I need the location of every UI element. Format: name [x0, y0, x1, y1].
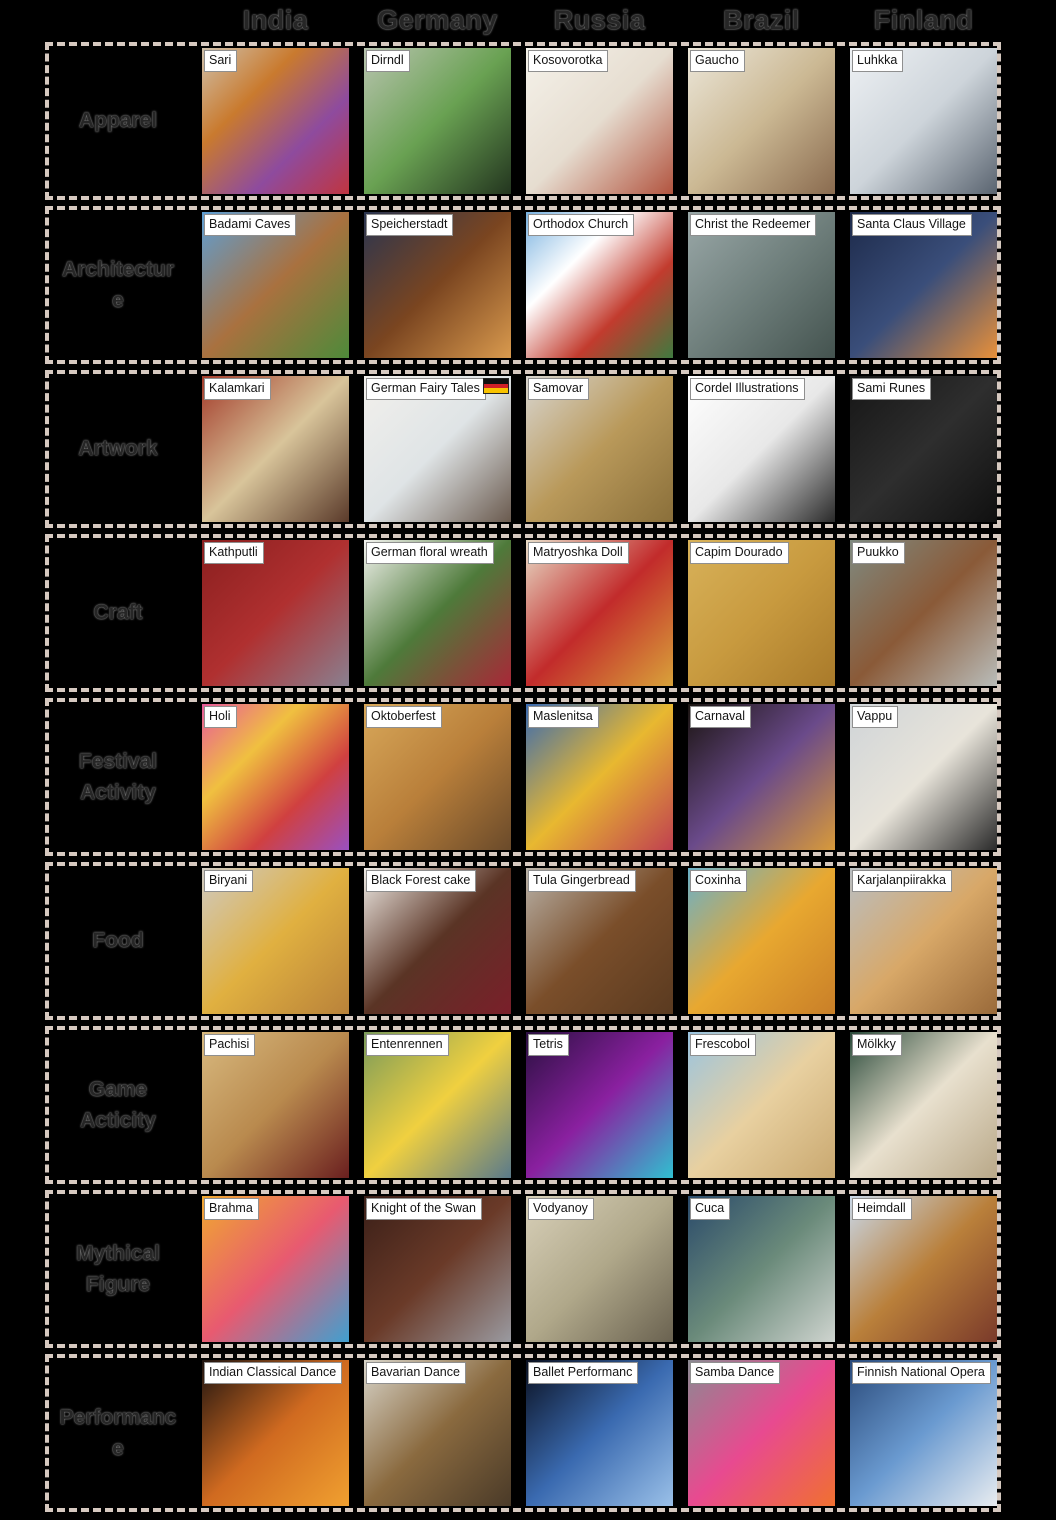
column-header-finland: Finland [873, 5, 974, 35]
category-row-game-acticity [45, 1026, 1001, 1184]
image-pachisi [202, 1032, 349, 1178]
image-speicherstadt [364, 212, 511, 358]
image-sami-runes [850, 376, 997, 522]
category-row-artwork [45, 370, 1001, 528]
image-vodyanoy [526, 1196, 673, 1342]
image-bavarian-dance [364, 1360, 511, 1506]
image-label: Entenrennen [366, 1034, 449, 1056]
category-label-line: e [112, 1437, 124, 1460]
image-samba-dance [688, 1360, 835, 1506]
image-cuca [688, 1196, 835, 1342]
image-label: Holi [204, 706, 237, 728]
image-m-lkky [850, 1032, 997, 1178]
image-samovar [526, 376, 673, 522]
image-sari [202, 48, 349, 194]
image-holi [202, 704, 349, 850]
image-label: Tetris [528, 1034, 569, 1056]
image-label: Sari [204, 50, 237, 72]
category-label-line: Food [92, 929, 144, 953]
category-row-food [45, 862, 1001, 1020]
image-label: Karjalanpiirakka [852, 870, 952, 892]
image-luhkka [850, 48, 997, 194]
image-heimdall [850, 1196, 997, 1342]
image-label: Kathputli [204, 542, 264, 564]
image-oktoberfest [364, 704, 511, 850]
image-indian-classical-dance [202, 1360, 349, 1506]
category-label-line: e [112, 289, 124, 312]
image-vappu [850, 704, 997, 850]
category-label [49, 746, 187, 809]
image-dirndl [364, 48, 511, 194]
category-row-mythical-figure [45, 1190, 1001, 1348]
image-capim-dourado [688, 540, 835, 686]
column-header-germany: Germany [377, 5, 498, 35]
category-label-line: Performanc [59, 1405, 177, 1429]
image-label: Pachisi [204, 1034, 255, 1056]
culture-grid [45, 42, 1001, 1518]
category-label-line: Acticity [80, 1109, 156, 1132]
image-label: Maslenitsa [528, 706, 599, 728]
image-christ-the-redeemer [688, 212, 835, 358]
category-label [49, 433, 187, 465]
image-black-forest-cake [364, 868, 511, 1014]
image-label: Vappu [852, 706, 898, 728]
category-label-line: Craft [93, 601, 143, 625]
image-label: Knight of the Swan [366, 1198, 482, 1220]
image-label: Frescobol [690, 1034, 756, 1056]
image-frescobol [688, 1032, 835, 1178]
image-label: Cuca [690, 1198, 730, 1220]
category-row-festival-activity [45, 698, 1001, 856]
image-label: Mölkky [852, 1034, 902, 1056]
category-label-line: Artwork [78, 437, 158, 461]
category-label-line: Festival [78, 749, 158, 773]
column-headers [49, 5, 1007, 36]
image-label: Matryoshka Doll [528, 542, 629, 564]
image-knight-of-the-swan [364, 1196, 511, 1342]
category-label [49, 1402, 187, 1465]
image-entenrennen [364, 1032, 511, 1178]
category-label [49, 925, 187, 957]
image-label: Dirndl [366, 50, 410, 72]
category-label [49, 105, 187, 137]
category-label [49, 254, 187, 317]
image-label: Bavarian Dance [366, 1362, 466, 1384]
image-label: Ballet Performanc [528, 1362, 638, 1384]
category-row-craft [45, 534, 1001, 692]
image-label: Santa Claus Village [852, 214, 972, 236]
image-kosovorotka [526, 48, 673, 194]
category-label [49, 1074, 187, 1137]
category-label-line: Figure [85, 1273, 151, 1296]
image-santa-claus-village [850, 212, 997, 358]
image-label: German floral wreath [366, 542, 494, 564]
image-karjalanpiirakka [850, 868, 997, 1014]
image-brahma [202, 1196, 349, 1342]
image-puukko [850, 540, 997, 686]
image-cordel-illustrations [688, 376, 835, 522]
category-label-line: Game [88, 1077, 148, 1101]
image-label: Samovar [528, 378, 589, 400]
image-german-fairy-tales [364, 376, 511, 522]
image-label: Christ the Redeemer [690, 214, 816, 236]
image-gaucho [688, 48, 835, 194]
column-header-brazil: Brazil [723, 5, 800, 35]
category-label [49, 1238, 187, 1301]
category-row-apparel [45, 42, 1001, 200]
category-label-line: Activity [80, 781, 156, 804]
image-label: Carnaval [690, 706, 751, 728]
image-label: Heimdall [852, 1198, 912, 1220]
image-label: Puukko [852, 542, 905, 564]
image-finnish-national-opera [850, 1360, 997, 1506]
image-label: Vodyanoy [528, 1198, 594, 1220]
image-german-floral-wreath [364, 540, 511, 686]
image-label: Badami Caves [204, 214, 296, 236]
category-label-line: Architectur [61, 257, 175, 281]
image-label: Samba Dance [690, 1362, 780, 1384]
image-label: Luhkka [852, 50, 903, 72]
image-tula-gingerbread [526, 868, 673, 1014]
image-label: Coxinha [690, 870, 747, 892]
image-label: Sami Runes [852, 378, 931, 400]
image-coxinha [688, 868, 835, 1014]
image-label: German Fairy Tales [366, 378, 486, 400]
category-row-performance [45, 1354, 1001, 1512]
image-label: Indian Classical Dance [204, 1362, 342, 1384]
image-label: Biryani [204, 870, 253, 892]
german-flag-icon [483, 378, 509, 394]
image-label: Orthodox Church [528, 214, 634, 236]
image-label: Capim Dourado [690, 542, 789, 564]
category-row-architecture [45, 206, 1001, 364]
image-ballet-performanc [526, 1360, 673, 1506]
image-label: Cordel Illustrations [690, 378, 805, 400]
image-label: Finnish National Opera [852, 1362, 991, 1384]
category-label-line: Apparel [78, 109, 158, 133]
category-label [49, 597, 187, 629]
image-matryoshka-doll [526, 540, 673, 686]
image-kalamkari [202, 376, 349, 522]
category-label-line: Mythical [75, 1241, 161, 1265]
image-carnaval [688, 704, 835, 850]
image-label: Kalamkari [204, 378, 271, 400]
image-biryani [202, 868, 349, 1014]
image-label: Black Forest cake [366, 870, 476, 892]
column-header-india: India [242, 5, 309, 35]
image-tetris [526, 1032, 673, 1178]
image-label: Brahma [204, 1198, 259, 1220]
image-orthodox-church [526, 212, 673, 358]
image-label: Gaucho [690, 50, 745, 72]
image-maslenitsa [526, 704, 673, 850]
image-label: Speicherstadt [366, 214, 453, 236]
column-header-russia: Russia [553, 5, 646, 35]
image-badami-caves [202, 212, 349, 358]
image-label: Kosovorotka [528, 50, 608, 72]
image-label: Oktoberfest [366, 706, 442, 728]
image-kathputli [202, 540, 349, 686]
image-label: Tula Gingerbread [528, 870, 636, 892]
